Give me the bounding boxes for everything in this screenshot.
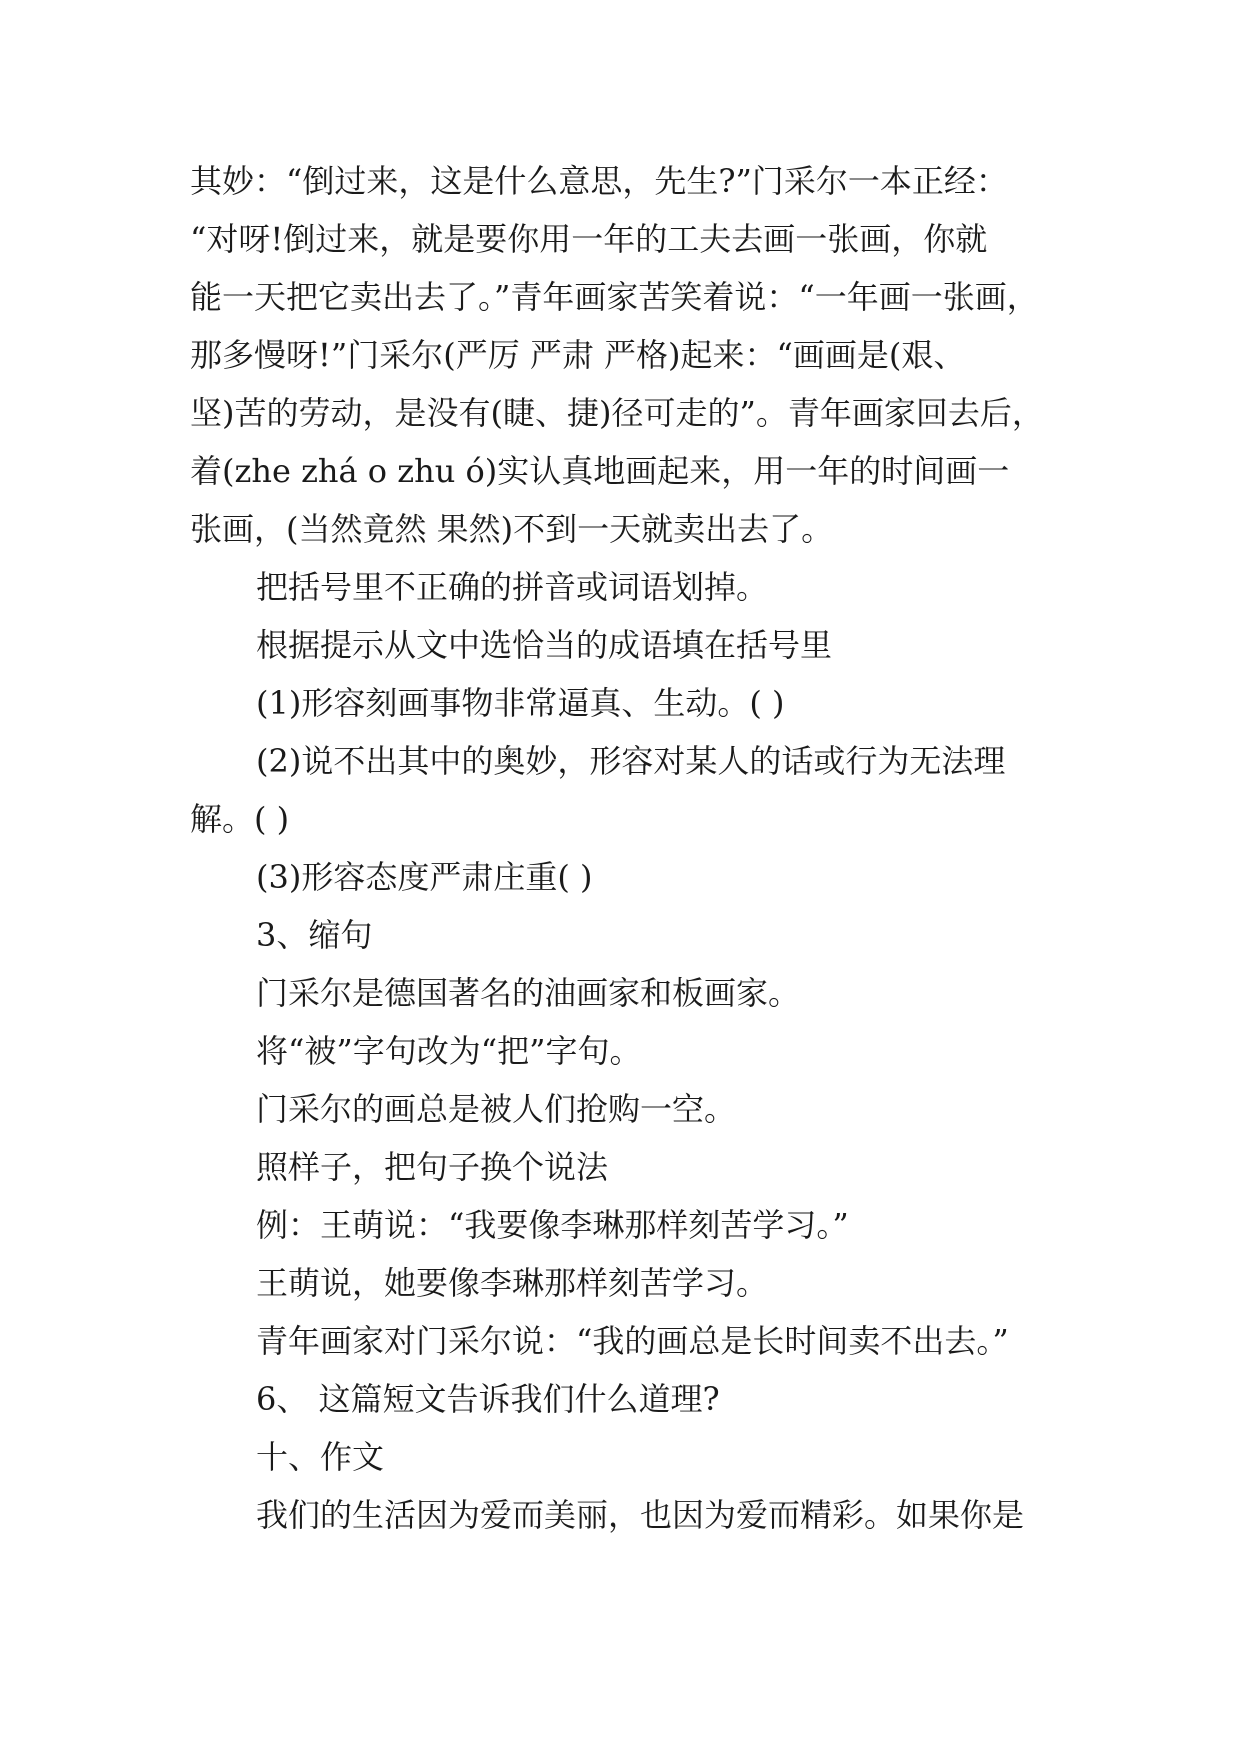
question-line: 解。( ) — [190, 800, 290, 838]
text-line: 着(zhe zhá o zhu ó)实认真地画起来，用一年的时间画一 — [190, 452, 1010, 490]
section-heading: 3、缩句 — [256, 916, 373, 954]
text-line: 张画，(当然竟然 果然)不到一天就卖出去了。 — [190, 510, 834, 548]
text-line: 能一天把它卖出去了。”青年画家苦笑着说：“一年画一张画， — [190, 278, 1039, 316]
instruction-line: 把括号里不正确的拼音或词语划掉。 — [256, 568, 769, 606]
instruction-line: 根据提示从文中选恰当的成语填在括号里 — [256, 626, 833, 664]
question-line: (3)形容态度严肃庄重( ) — [256, 858, 593, 896]
text-line: 其妙：“倒过来，这是什么意思，先生?”门采尔一本正经： — [190, 162, 1008, 200]
text-line: “对呀!倒过来，就是要你用一年的工夫去画一张画，你就 — [190, 220, 988, 258]
text-line: 门采尔的画总是被人们抢购一空。 — [256, 1090, 737, 1128]
example-line: 王萌说，她要像李琳那样刻苦学习。 — [256, 1264, 769, 1302]
text-line: 我们的生活因为爱而美丽，也因为爱而精彩。如果你是 — [256, 1496, 1025, 1534]
question-line: 6、 这篇短文告诉我们什么道理? — [256, 1380, 720, 1418]
text-line: 青年画家对门采尔说：“我的画总是长时间卖不出去。” — [256, 1322, 1009, 1360]
text-line: 坚)苦的劳动，是没有(睫、捷)径可走的”。青年画家回去后， — [190, 394, 1044, 432]
document-body — [190, 152, 1060, 1544]
text-line: 那多慢呀!”门采尔(严厉 严肃 严格)起来：“画画是(艰、 — [190, 336, 966, 374]
question-line: (1)形容刻画事物非常逼真、生动。( ) — [256, 684, 785, 722]
example-line: 例：王萌说：“我要像李琳那样刻苦学习。” — [256, 1206, 849, 1244]
question-line: (2)说不出其中的奥妙，形容对某人的话或行为无法理 — [256, 742, 1006, 780]
section-heading: 十、作文 — [256, 1438, 385, 1476]
text-line: 门采尔是德国著名的油画家和板画家。 — [256, 974, 801, 1012]
instruction-line: 照样子，把句子换个说法 — [256, 1148, 609, 1186]
instruction-line: 将“被”字句改为“把”字句。 — [256, 1032, 642, 1070]
